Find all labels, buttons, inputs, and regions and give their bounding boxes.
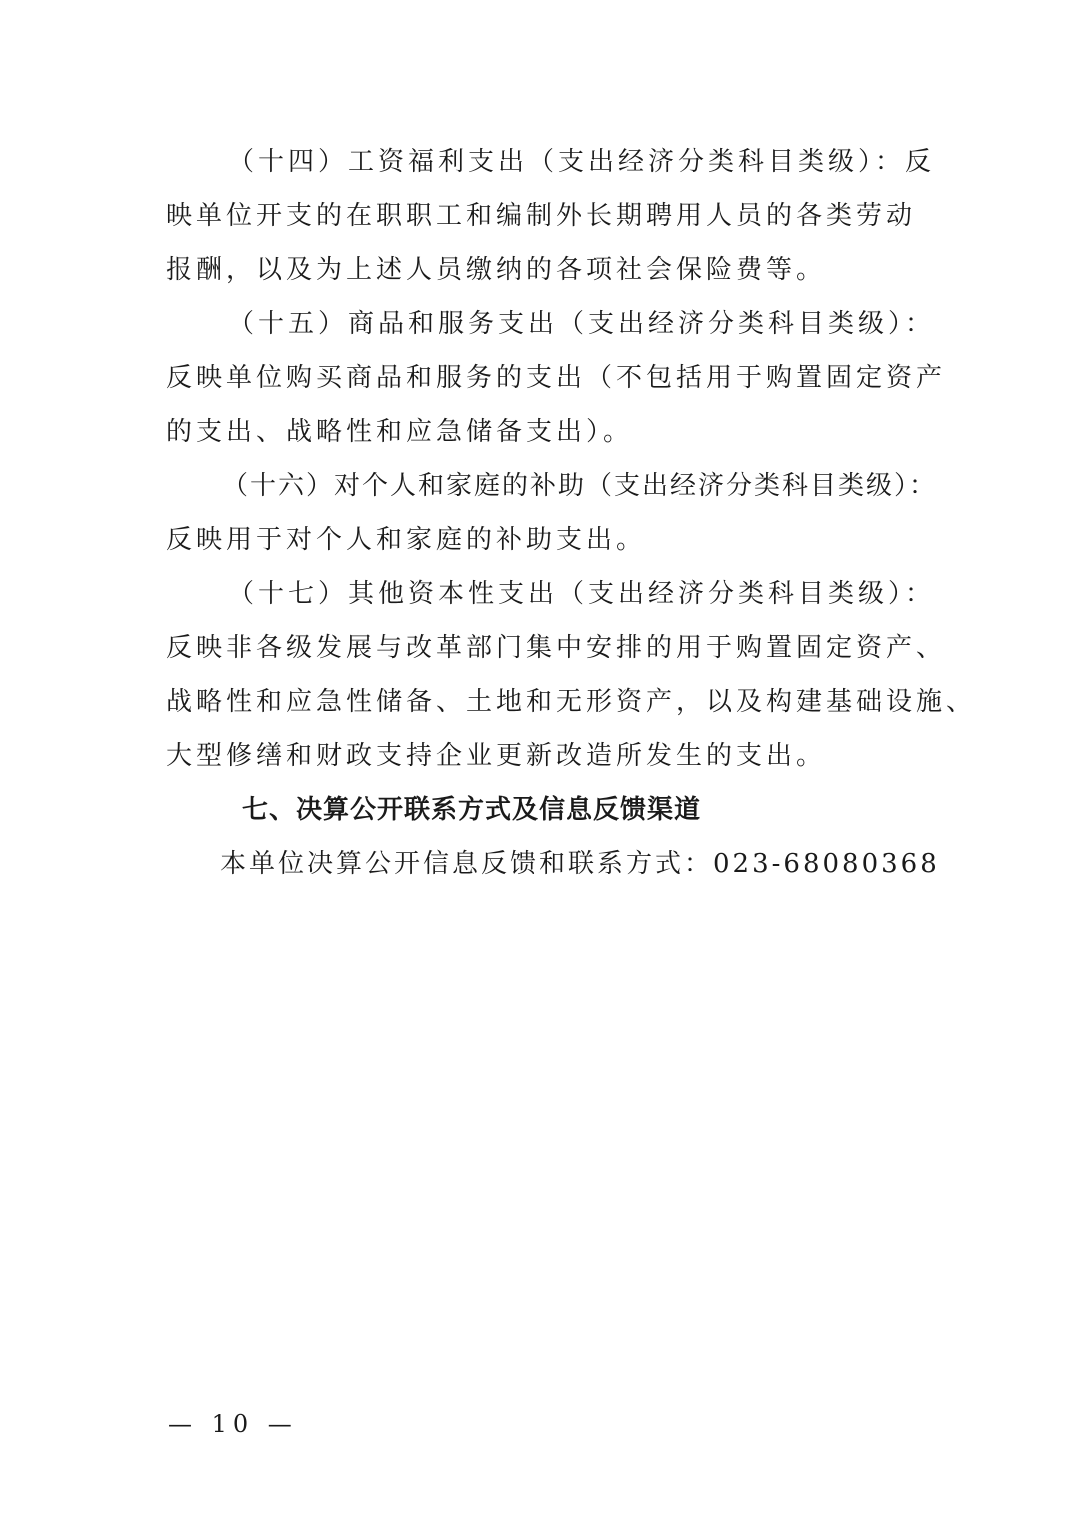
paragraph-15-line-3: 的支出、战略性和应急储备支出）。 (166, 417, 634, 447)
paragraph-16-line-2: 反映用于对个人和家庭的补助支出。 (166, 525, 647, 555)
contact-line: 本单位决算公开信息反馈和联系方式：023-68080368 (220, 849, 940, 879)
paragraph-14-line-2: 映单位开支的在职职工和编制外长期聘用人员的各类劳动 (166, 201, 917, 231)
section-heading: 七、决算公开联系方式及信息反馈渠道 (242, 795, 702, 825)
page-number: — 10 — (168, 1410, 298, 1438)
paragraph-15-line-2: 反映单位购买商品和服务的支出（不包括用于购置固定资产 (166, 363, 947, 393)
paragraph-17-line-4: 大型修缮和财政支持企业更新改造所发生的支出。 (166, 741, 827, 771)
paragraph-17-line-3: 战略性和应急性储备、土地和无形资产，以及构建基础设施、 (166, 687, 977, 717)
paragraph-16-line-1: （十六）对个人和家庭的补助（支出经济分类科目类级）： (222, 471, 938, 501)
paragraph-15-line-1: （十五）商品和服务支出（支出经济分类科目类级）： (228, 309, 936, 339)
paragraph-14-line-1: （十四）工资福利支出（支出经济分类科目类级）：反 (228, 147, 936, 177)
paragraph-17-line-1: （十七）其他资本性支出（支出经济分类科目类级）： (228, 579, 936, 609)
paragraph-17-line-2: 反映非各级发展与改革部门集中安排的用于购置固定资产、 (166, 633, 947, 663)
paragraph-14-line-3: 报酬，以及为上述人员缴纳的各项社会保险费等。 (166, 255, 827, 285)
